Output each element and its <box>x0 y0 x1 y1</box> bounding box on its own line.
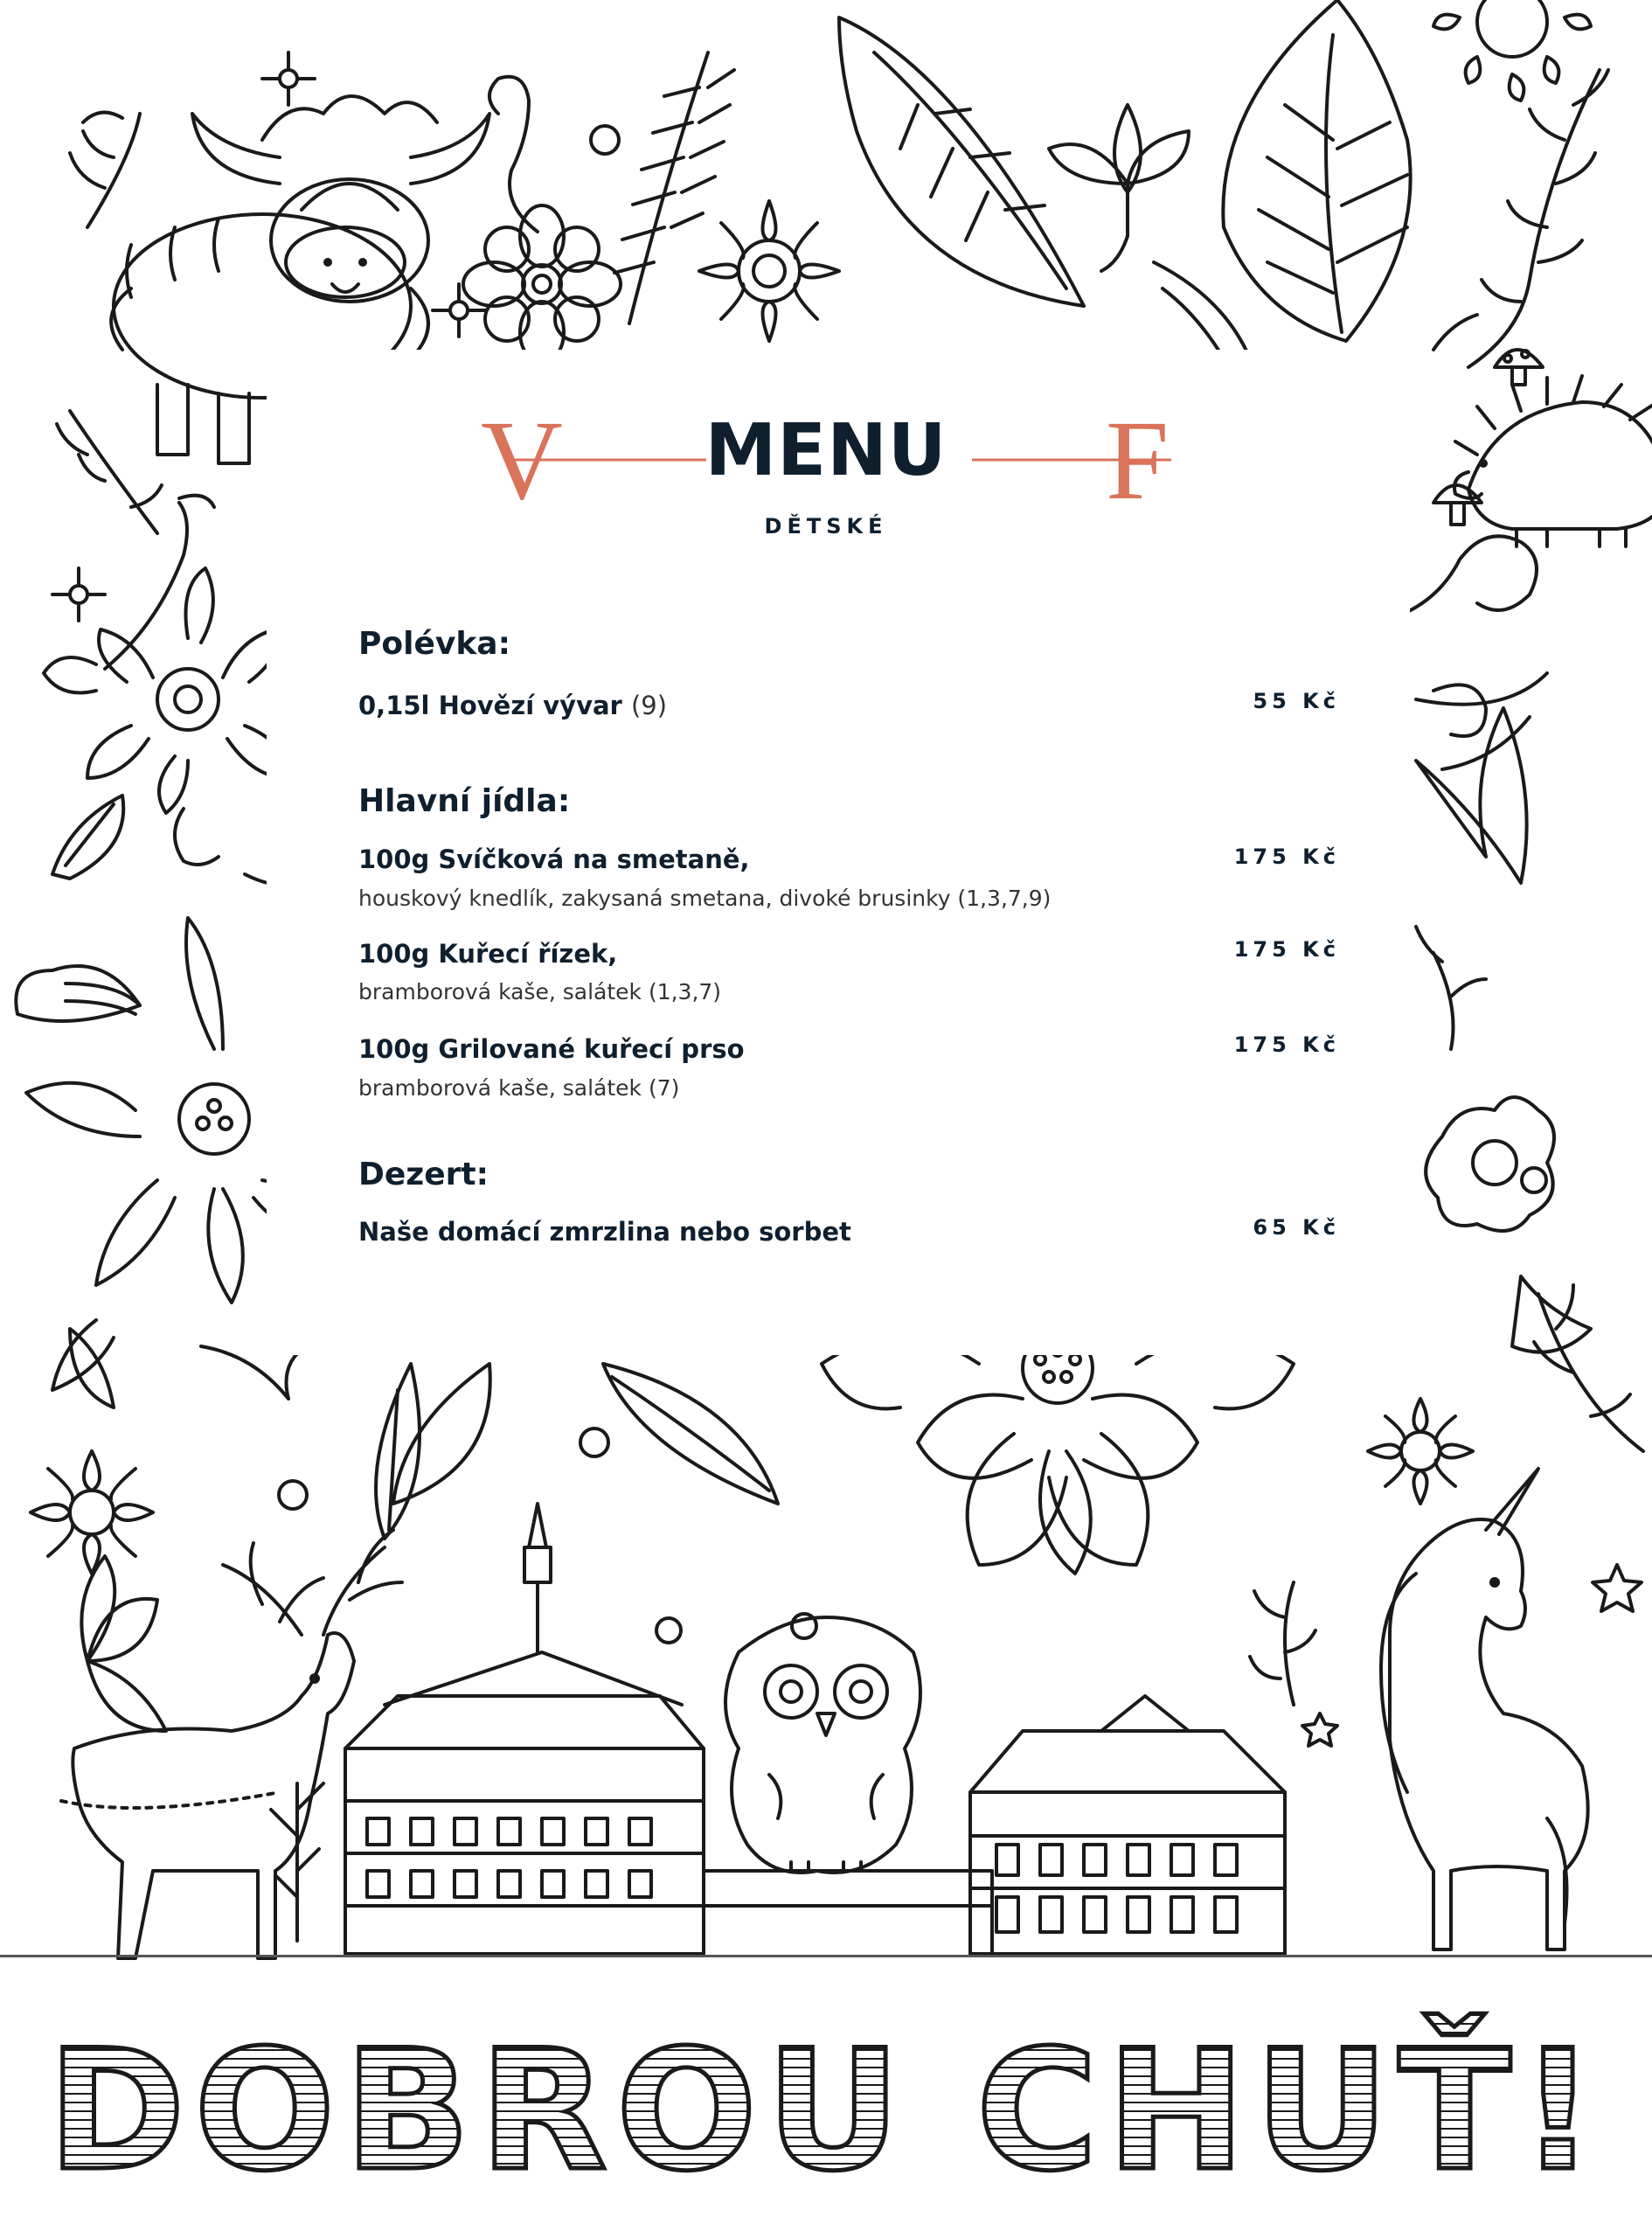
mushroom-icon <box>1433 350 1543 525</box>
ground-line <box>0 1955 1652 1957</box>
castle-building-icon <box>345 1504 992 1954</box>
menu-item-price: 55 Kč <box>1253 689 1340 713</box>
allergen-codes: (9) <box>630 691 668 720</box>
logo-letter-v: V <box>481 404 563 509</box>
footer-greeting <box>0 2002 1652 2194</box>
unicorn-icon <box>1381 1469 1588 1950</box>
owl-icon <box>725 1617 920 1873</box>
flower-icon <box>1368 1399 1473 1504</box>
castle-building-icon <box>970 1696 1285 1954</box>
menu-item-description: bramborová kaše, salátek (7) <box>358 1075 680 1101</box>
section-heading-dessert: Dezert: <box>358 1157 489 1192</box>
menu-title: MENU <box>705 409 947 492</box>
section-heading-mains: Hlavní jídla: <box>358 783 571 819</box>
flower-icon <box>1426 1097 1554 1231</box>
menu-item-name: 100g Kuřecí řízek, <box>358 939 618 969</box>
menu-subtitle: DĚTSKÉ <box>764 514 888 539</box>
flower-icon <box>31 1451 153 1574</box>
menu-item-description: bramborová kaše, salátek (1,3,7) <box>358 979 722 1004</box>
vf-monogram-logo <box>472 404 1206 509</box>
menu-item-name <box>358 691 667 720</box>
menu-item-name: 100g Svíčková na smetaně, <box>358 844 750 874</box>
flower-icon <box>463 205 621 363</box>
flower-icon <box>699 201 839 341</box>
flower-icon <box>1433 0 1591 101</box>
menu-item-price: 175 Kč <box>1233 937 1340 962</box>
greeting-text: DOBROU CHUŤ! <box>47 2014 1605 2194</box>
section-heading-soup: Polévka: <box>358 626 510 662</box>
menu-item-description: houskový knedlík, zakysaná smetana, divoké brusinky (1,3,7,9) <box>358 886 1052 911</box>
logo-letter-f: F <box>1106 404 1170 509</box>
menu-item-price: 175 Kč <box>1233 844 1340 869</box>
flower-icon <box>822 1333 1294 1574</box>
menu-item-name: Naše domácí zmrzlina nebo sorbet <box>358 1217 851 1247</box>
menu-item-price: 65 Kč <box>1253 1215 1340 1240</box>
menu-item-price: 175 Kč <box>1233 1032 1340 1057</box>
menu-item-label: 0,15l Hovězí vývar <box>358 691 622 720</box>
menu-item-name: 100g Grilované kuřecí prso <box>358 1034 745 1064</box>
